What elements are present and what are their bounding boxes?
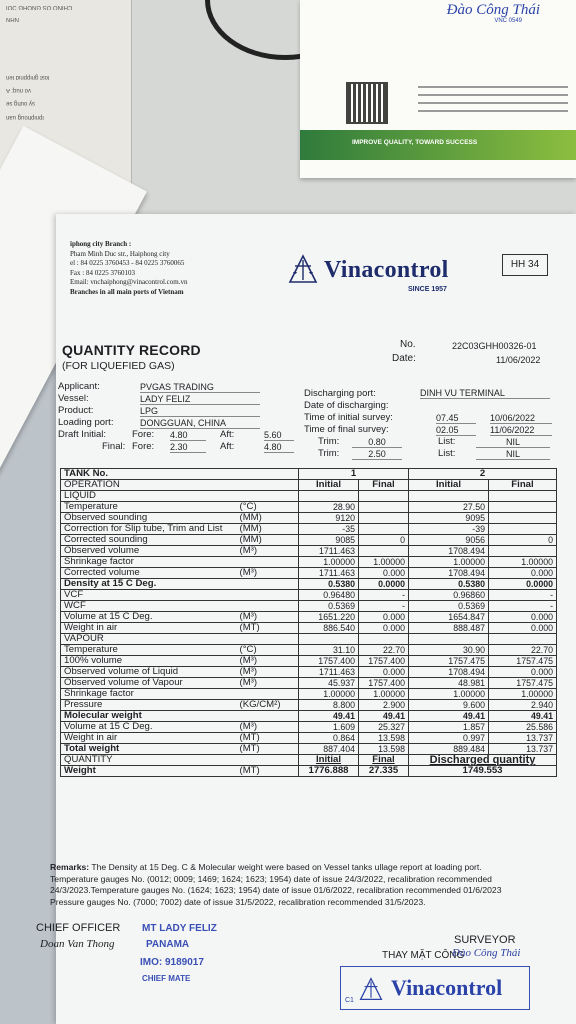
applicant-value: PVGAS TRADING (140, 382, 260, 393)
initial-label: Initial (299, 480, 359, 491)
cell-value: 1.00000 (409, 689, 489, 700)
row-label: Weight in air (61, 623, 237, 634)
cell-value: 1.00000 (359, 689, 409, 700)
trim-label: Trim: (318, 448, 340, 459)
vessel-value: LADY FELIZ (140, 394, 260, 405)
cell-value: 49.41 (489, 711, 557, 722)
cell-value: 1.00000 (489, 689, 557, 700)
cell-value: 0.000 (359, 568, 409, 579)
tank-1-label: 1 (299, 469, 409, 480)
ship-stamp (86, 914, 217, 994)
on-behalf-label: THAY MẶT CÔNG (382, 950, 465, 961)
weight-label: Weight (61, 766, 237, 777)
surveyor-label: SURVEYOR (454, 934, 516, 946)
initial-survey-date: 10/06/2022 (490, 413, 552, 424)
background-text: lpniphoug uan (6, 114, 44, 120)
cell-value: 1757.475 (409, 656, 489, 667)
slogan-text: IMPROVE QUALITY, TOWARD SUCCESS (352, 139, 478, 146)
ship-stamp-line: MT LADY FELIZ (142, 923, 217, 934)
row-unit: (MM) (237, 524, 299, 535)
cell-value: 889.484 (409, 744, 489, 755)
cell-value: -35 (299, 524, 359, 535)
cell-value: 0.000 (359, 612, 409, 623)
row-unit: (M³) (237, 546, 299, 557)
table-row (61, 579, 557, 590)
row-label: Corrected sounding (61, 535, 237, 546)
row-unit (237, 557, 299, 568)
product-value: LPG (140, 406, 260, 417)
table-row (61, 557, 557, 568)
cell-value: 48.981 (409, 678, 489, 689)
cell-value: 1.00000 (299, 689, 359, 700)
cell-value: 27.50 (409, 502, 489, 513)
section-row (61, 491, 557, 502)
quantity-row (61, 766, 557, 777)
cell-value: 0.96860 (409, 590, 489, 601)
list-final: NIL (476, 449, 550, 460)
table-row (61, 601, 557, 612)
list-initial: NIL (476, 437, 550, 448)
background-text: NHN (6, 16, 19, 22)
cell-value (359, 513, 409, 524)
cell-value: 1.00000 (409, 557, 489, 568)
row-label: Pressure (61, 700, 237, 711)
background-text: vo nuq: A (6, 87, 32, 93)
initial-survey-time: 07.45 (436, 413, 476, 424)
row-unit: (M³) (237, 612, 299, 623)
stamp-name: Vinacontrol (391, 975, 503, 1000)
ship-stamp-line: PANAMA (146, 939, 190, 950)
cell-value: 9056 (409, 535, 489, 546)
row-label: Shrinkage factor (61, 557, 237, 568)
cell-value: 1708.494 (409, 667, 489, 678)
cell-value: 0.000 (489, 568, 557, 579)
remarks (50, 862, 570, 908)
quantity-record-document (36, 214, 576, 1024)
cell-value: 1757.400 (359, 656, 409, 667)
form-code: HH 34 (502, 254, 548, 276)
cell-value: - (359, 590, 409, 601)
applicant-label: Applicant: (58, 381, 100, 392)
draft-final-label: Final: (102, 441, 126, 452)
row-label: WCF (61, 601, 237, 612)
cell-value: 886.540 (299, 623, 359, 634)
chief-officer-label: CHIEF OFFICER (36, 922, 121, 934)
cell-value: 1651.220 (299, 612, 359, 623)
cell-value: 22.70 (489, 645, 557, 656)
table-row (61, 535, 557, 546)
page-subtitle: (FOR LIQUEFIED GAS) (62, 360, 175, 372)
ship-stamp-line: CHIEF MATE (142, 974, 191, 983)
table-row (61, 656, 557, 667)
scales-icon (359, 977, 383, 1001)
record-date-label: Date: (392, 353, 416, 364)
table-header-row (61, 480, 557, 491)
table-row (61, 546, 557, 557)
trim-label: Trim: (318, 436, 340, 447)
table-row (61, 590, 557, 601)
cell-value: 1654.847 (409, 612, 489, 623)
cell-value: 0 (359, 535, 409, 546)
cell-value: 45.937 (299, 678, 359, 689)
cell-value: 13.598 (359, 744, 409, 755)
table-row (61, 667, 557, 678)
cell-value: 9120 (299, 513, 359, 524)
table-row (61, 689, 557, 700)
fine-print (418, 86, 568, 88)
logo-since: SINCE 1957 (408, 286, 447, 293)
cell-value: 49.41 (359, 711, 409, 722)
cell-value: 0.0000 (359, 579, 409, 590)
stamp-code: C1 (345, 997, 354, 1004)
table-row (61, 513, 557, 524)
cell-value: 1711.463 (299, 667, 359, 678)
list-label: List: (438, 448, 456, 459)
logo-name: Vinacontrol (324, 257, 449, 283)
vinacontrol-logo (288, 254, 478, 294)
cell-value: 0 (489, 535, 557, 546)
fore-final-value: 2.30 (170, 442, 206, 453)
row-unit (237, 579, 299, 590)
row-unit: (MM) (237, 513, 299, 524)
liquid-header: LIQUID (61, 491, 299, 502)
slogan-band (300, 130, 576, 160)
cell-value: 13.737 (489, 733, 557, 744)
operation-label: OPERATION (61, 480, 299, 491)
branch-line: Pham Minh Duc str., Haiphong city (70, 249, 170, 258)
table-row (61, 623, 557, 634)
cell-value: -39 (409, 524, 489, 535)
row-unit (237, 601, 299, 612)
table-row (61, 645, 557, 656)
row-unit: (MT) (237, 623, 299, 634)
draft-initial-label: Draft Initial: (58, 429, 107, 440)
row-label: Observed volume of Vapour (61, 678, 237, 689)
fine-print (418, 102, 568, 104)
discharging-port-label: Discharging port: (304, 388, 376, 399)
branch-line: el : 84 0225 3760453 - 84 0225 3760065 (70, 259, 185, 267)
cell-value: 0.997 (409, 733, 489, 744)
cell-value: 1711.463 (299, 546, 359, 557)
cell-value: 1711.463 (299, 568, 359, 579)
scales-icon (288, 254, 318, 284)
cell-value: 9085 (299, 535, 359, 546)
row-label: Total weight (61, 744, 237, 755)
final-label: Final (489, 480, 557, 491)
cell-value: 9.600 (409, 700, 489, 711)
row-unit (237, 590, 299, 601)
cell-value: 1.00000 (489, 557, 557, 568)
quantity-initial-value: 1776.888 (299, 766, 359, 777)
cell-value: 2.900 (359, 700, 409, 711)
row-label: Temperature (61, 502, 237, 513)
cell-value: - (359, 601, 409, 612)
cell-value: 0.864 (299, 733, 359, 744)
weight-unit: (MT) (237, 766, 299, 777)
background-text: CHINO OS GNOHG ƆOI (6, 4, 73, 10)
final-survey-date: 11/06/2022 (490, 425, 552, 436)
row-unit (237, 711, 299, 722)
cell-value: 1.609 (299, 722, 359, 733)
initial-survey-label: Time of initial survey: (304, 412, 393, 423)
tank-2-label: 2 (409, 469, 557, 480)
branch-line: Branches in all main ports of Vietnam (70, 287, 184, 296)
cell-value: 0.000 (489, 667, 557, 678)
row-unit: (M³) (237, 667, 299, 678)
table-row (61, 502, 557, 513)
product-label: Product: (58, 405, 94, 416)
record-date-value: 11/06/2022 (496, 355, 541, 365)
cell-value (489, 546, 557, 557)
cell-value: 49.41 (299, 711, 359, 722)
booklet-code: VNC 0549 (494, 18, 522, 24)
row-label: Temperature (61, 645, 237, 656)
cell-value: 25.586 (489, 722, 557, 733)
vessel-label: Vessel: (58, 393, 89, 404)
row-unit: (MT) (237, 733, 299, 744)
cell-value: 1.00000 (359, 557, 409, 568)
cell-value: 0.000 (359, 623, 409, 634)
table-row (61, 700, 557, 711)
discharged-value: 1749.553 (409, 766, 557, 777)
cell-value: 1757.475 (489, 656, 557, 667)
cell-value: 0.5369 (299, 601, 359, 612)
table-row (61, 612, 557, 623)
cell-value (489, 524, 557, 535)
remarks-line: Pressure gauges No. (7000; 7002) date of issue 31/5/2022, recalibration recommended 31/5/2023. (50, 896, 426, 907)
table-row (61, 568, 557, 579)
background-text: lost gnippnid len (6, 74, 50, 80)
row-label: Molecular weight (61, 711, 237, 722)
remarks-label: Remarks: (50, 862, 90, 872)
section-row (61, 634, 557, 645)
cell-value: 22.70 (359, 645, 409, 656)
aft-label: Aft: (220, 429, 235, 440)
row-unit: (°C) (237, 502, 299, 513)
cell-value: 31.10 (299, 645, 359, 656)
background-text: sy ouhg se (6, 100, 36, 106)
branch-line: Fax : 84 0225 3760103 (70, 268, 135, 277)
final-label: Final (359, 480, 409, 491)
record-no-value: 22C03GHH00326-01 (452, 341, 537, 351)
cell-value: 25.327 (359, 722, 409, 733)
vinacontrol-stamp (340, 966, 530, 1010)
date-discharging-label: Date of discharging: (304, 400, 389, 411)
cell-value: 0.96480 (299, 590, 359, 601)
qr-code-icon (346, 82, 388, 124)
table-row (61, 733, 557, 744)
row-label: Density at 15 C Deg. (61, 579, 237, 590)
table-row (61, 722, 557, 733)
cell-value: 888.487 (409, 623, 489, 634)
cell-value: 1757.400 (299, 656, 359, 667)
fine-print (418, 110, 568, 112)
row-unit: (MM) (237, 535, 299, 546)
remarks-line: The Density at 15 Deg. C & Molecular weight were based on Vessel tanks ullage report at loading port. (91, 862, 482, 872)
cell-value: 1757.400 (359, 678, 409, 689)
row-label: VCF (61, 590, 237, 601)
surveyor-signature: Đào Công Thái (452, 947, 521, 959)
tank-no-label: TANK No. (61, 469, 299, 480)
chief-officer-name: Doan Van Thong (40, 938, 115, 950)
fore-initial-value: 4.80 (170, 430, 206, 441)
cell-value: 8.800 (299, 700, 359, 711)
row-label: Corrected volume (61, 568, 237, 579)
cell-value: 0.000 (489, 623, 557, 634)
page-title: QUANTITY RECORD (62, 342, 201, 358)
aft-final-value: 4.80 (264, 442, 294, 453)
row-unit: (MT) (237, 744, 299, 755)
remarks-line: Temperature gauges No. (0012; 0009; 1469; 1624; 1623; 1954) date of issue 24/3/2022, recalibration recommended (50, 873, 492, 884)
background-booklet (300, 0, 576, 178)
branch-address (70, 240, 290, 297)
table-row (61, 678, 557, 689)
cell-value: 0.0000 (489, 579, 557, 590)
table-header-row (61, 469, 557, 480)
table-row (61, 711, 557, 722)
vapour-header: VAPOUR (61, 634, 299, 645)
row-label: Volume at 15 C Deg. (61, 722, 237, 733)
row-label: 100% volume (61, 656, 237, 667)
cell-value: 1708.494 (409, 546, 489, 557)
cell-value: 1757.475 (489, 678, 557, 689)
final-survey-time: 02.05 (436, 425, 476, 436)
initial-label: Initial (409, 480, 489, 491)
cell-value: - (489, 601, 557, 612)
total-row (61, 744, 557, 755)
cell-value: - (489, 590, 557, 601)
row-label: Volume at 15 C Deg. (61, 612, 237, 623)
quantity-table (60, 468, 557, 777)
row-label: Observed volume (61, 546, 237, 557)
cell-value (489, 513, 557, 524)
cell-value (359, 502, 409, 513)
cell-value: 13.737 (489, 744, 557, 755)
cell-value: 1.857 (409, 722, 489, 733)
quantity-label: QUANTITY (61, 755, 299, 766)
aft-label: Aft: (220, 441, 235, 452)
cell-value: 0.000 (359, 667, 409, 678)
row-unit: (M³) (237, 656, 299, 667)
table-row (61, 524, 557, 535)
trim-initial: 0.80 (352, 437, 402, 448)
quantity-final-label: Final (359, 755, 409, 766)
cell-value: 887.404 (299, 744, 359, 755)
cell-value: 30.90 (409, 645, 489, 656)
booklet-signature: Đào Công Thái (446, 2, 540, 18)
ship-stamp-line: IMO: 9189017 (140, 957, 204, 968)
cell-value (359, 524, 409, 535)
quantity-row (61, 755, 557, 766)
row-label: Observed sounding (61, 513, 237, 524)
loading-port-label: Loading port: (58, 417, 114, 428)
final-survey-label: Time of final survey: (304, 424, 389, 435)
fore-label: Fore: (132, 429, 155, 440)
loading-port-value: DONGGUAN, CHINA (140, 418, 260, 429)
quantity-initial-label: Initial (299, 755, 359, 766)
fore-label: Fore: (132, 441, 155, 452)
branch-name: iphong city Branch : (70, 240, 132, 248)
cell-value: 0.5380 (299, 579, 359, 590)
cell-value: 1.00000 (299, 557, 359, 568)
cell-value: 0.000 (489, 612, 557, 623)
row-unit: (KG/CM²) (237, 700, 299, 711)
row-unit (237, 689, 299, 700)
remarks-line: 24/3/2023.Temperature gauges No. (1624; 1623; 1954) date of issue 01/6/2022, recalibration recommended 01/6/2023 (50, 885, 502, 896)
cell-value (489, 502, 557, 513)
record-no-label: No. (400, 339, 416, 350)
discharged-label: Discharged quantity (409, 755, 557, 766)
cell-value (359, 546, 409, 557)
cell-value: 1708.494 (409, 568, 489, 579)
cell-value: 28.90 (299, 502, 359, 513)
cell-value: 9095 (409, 513, 489, 524)
trim-final: 2.50 (352, 449, 402, 460)
aft-initial-value: 5.60 (264, 430, 294, 441)
row-label: Weight in air (61, 733, 237, 744)
cell-value: 0.5369 (409, 601, 489, 612)
branch-line: Email: vnchaiphong@vinacontrol.com.vn (70, 278, 188, 286)
row-unit: (M³) (237, 678, 299, 689)
row-unit: (M³) (237, 722, 299, 733)
row-label: Shrinkage factor (61, 689, 237, 700)
cell-value: 2.940 (489, 700, 557, 711)
row-unit: (°C) (237, 645, 299, 656)
row-label: Observed volume of Liquid (61, 667, 237, 678)
quantity-final-value: 27.335 (359, 766, 409, 777)
row-label: Correction for Slip tube, Trim and List (61, 524, 237, 535)
discharging-port-value: DINH VU TERMINAL (420, 388, 550, 399)
cell-value: 13.598 (359, 733, 409, 744)
cell-value: 0.5380 (409, 579, 489, 590)
fine-print (418, 94, 568, 96)
list-label: List: (438, 436, 456, 447)
row-unit: (M³) (237, 568, 299, 579)
cell-value: 49.41 (409, 711, 489, 722)
